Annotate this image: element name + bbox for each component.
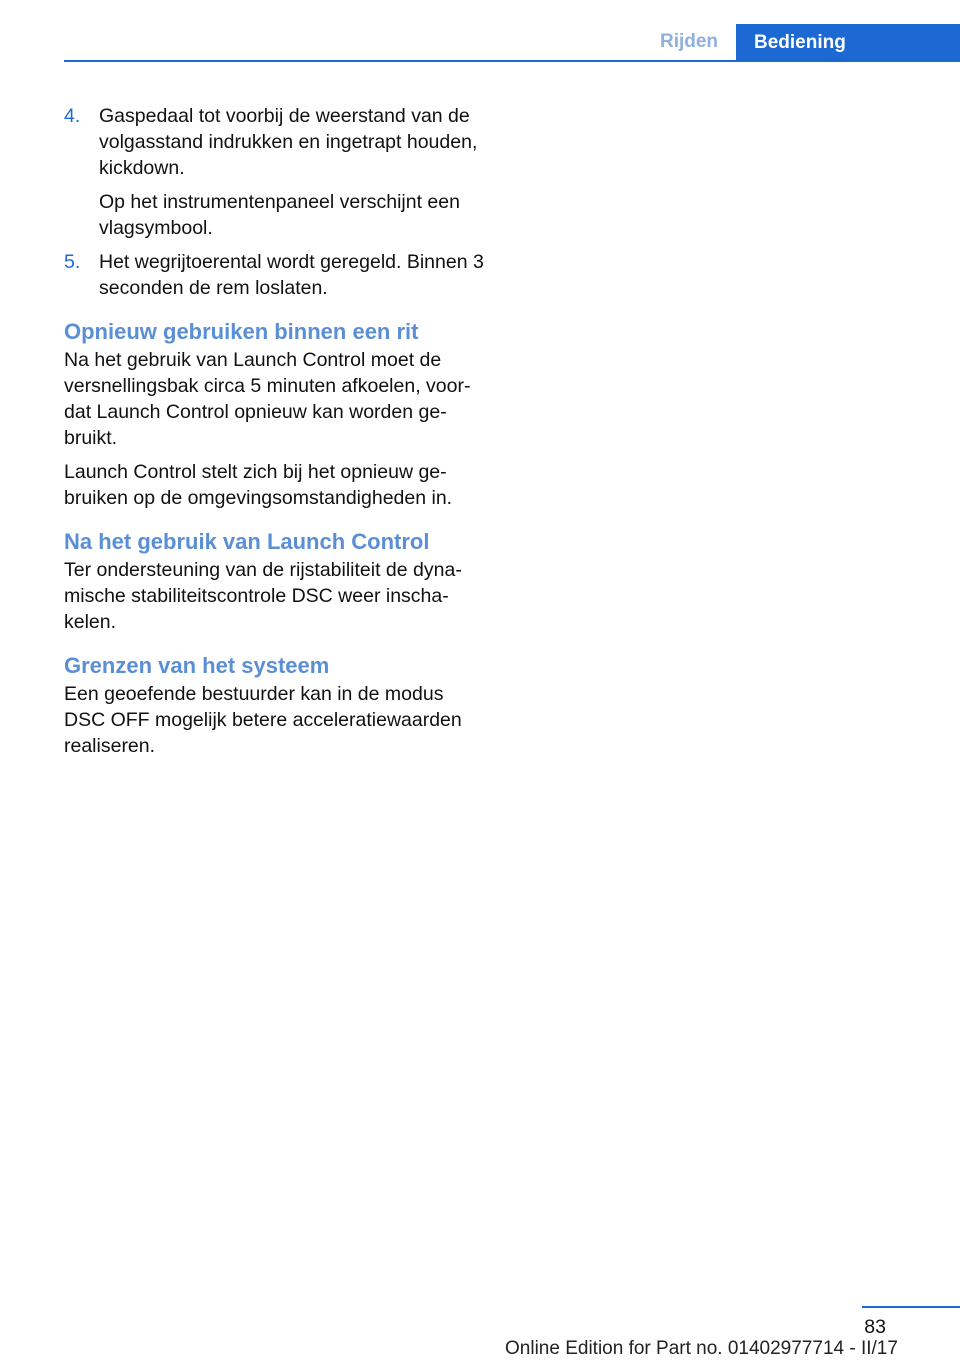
section-heading: Opnieuw gebruiken binnen een rit bbox=[64, 319, 419, 344]
header-rule bbox=[64, 60, 960, 62]
header-tab-bediening[interactable]: Bediening bbox=[736, 24, 960, 62]
step-4 bbox=[64, 103, 484, 241]
body-paragraph: Een geoefende bestuurder kan in de modus DSC OFF mogelijk betere acceleratiewaarden realiseren. bbox=[64, 683, 462, 757]
step-number: 4. bbox=[64, 105, 81, 127]
page-number: 83 bbox=[864, 1316, 886, 1338]
body-paragraph: Na het gebruik van Launch Control moet de versnellingsbak circa 5 minuten afkoelen, voordat Launch Control opnieuw kan worden gebruikt. bbox=[64, 349, 471, 449]
section-heading: Na het gebruik van Launch Control bbox=[64, 529, 430, 554]
step-text: Het wegrijtoerental wordt geregeld. Binnen 3 seconden de rem loslaten. bbox=[99, 251, 484, 299]
step-number: 5. bbox=[64, 251, 81, 273]
footer-edition: Online Edition for Part no. 01402977714 - II/17 bbox=[505, 1338, 898, 1359]
body-paragraph: Ter ondersteuning van de rijstabiliteit de dynamische stabiliteitscontrole DSC weer inschakelen. bbox=[64, 559, 462, 633]
footer-rule bbox=[862, 1306, 960, 1308]
header-tab-rijden[interactable]: Rijden bbox=[659, 31, 719, 52]
step-text: Gaspedaal tot voorbij de weerstand van de volgasstand indrukken en ingetrapt houden, kickdown. bbox=[99, 105, 478, 179]
page-content bbox=[64, 103, 484, 759]
step-text: Op het instrumentenpaneel verschijnt een vlagsymbool. bbox=[99, 191, 460, 239]
section-heading: Grenzen van het systeem bbox=[64, 653, 330, 678]
step-5 bbox=[64, 249, 484, 301]
body-paragraph: Launch Control stelt zich bij het opnieuw gebruiken op de omgevingsomstandigheden in. bbox=[64, 461, 453, 509]
